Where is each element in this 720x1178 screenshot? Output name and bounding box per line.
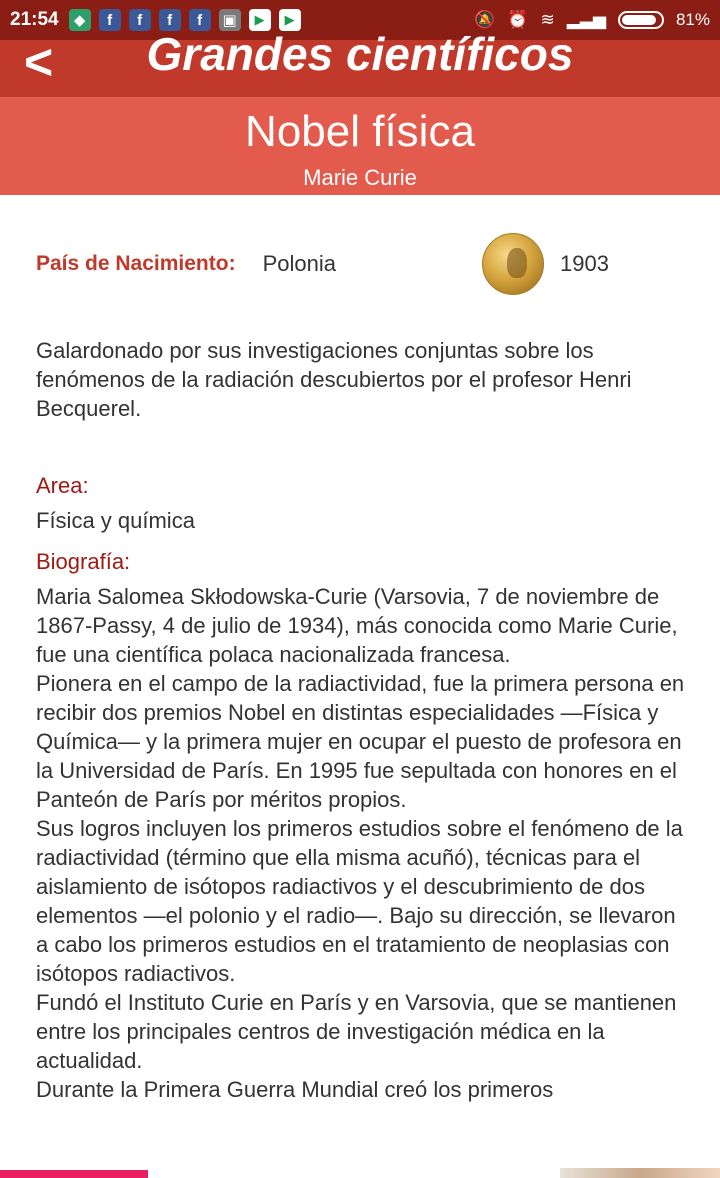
page-header bbox=[0, 97, 720, 195]
shield-icon: ◆ bbox=[69, 9, 91, 31]
facebook-icon: f bbox=[99, 9, 121, 31]
page-title: Nobel física bbox=[245, 107, 475, 156]
ad-banner-accent bbox=[0, 1170, 148, 1178]
app-title: Grandes científicos bbox=[146, 28, 574, 80]
back-button[interactable]: < bbox=[24, 34, 54, 90]
biography-paragraph: Maria Salomea Skłodowska-Curie (Varsovia, 7 de noviembre de 1867-Passy, 4 de julio de 1934), más conocida como Marie Curie, fue una científica polaca nacionalizada francesa. bbox=[36, 584, 678, 667]
award-year: 1903 bbox=[560, 251, 609, 276]
facebook-icon: f bbox=[189, 9, 211, 31]
status-time: 21:54 bbox=[10, 9, 59, 30]
biography-paragraph: Sus logros incluyen los primeros estudios sobre el fenómeno de la radiactividad (término que ella misma acuñó), técnicas para el aislamiento de isótopos radiactivos y el descubrimiento de dos elementos —el polonio y el radio—. Bajo su dirección, se llevaron a cabo los primeros estudios en el tratamiento de neoplasias con isótopos radiactivos. bbox=[36, 816, 683, 986]
ad-banner[interactable] bbox=[0, 1168, 720, 1178]
biography-paragraph: Durante la Primera Guerra Mundial creó los primeros bbox=[36, 1077, 554, 1102]
area-value: Física y química bbox=[36, 508, 195, 533]
battery-percent: 81% bbox=[675, 10, 710, 29]
facebook-icon: f bbox=[159, 9, 181, 31]
country-value: Polonia bbox=[262, 251, 336, 276]
alarm-icon: ⏰ bbox=[507, 10, 529, 29]
app-notification-icon: ▣ bbox=[219, 9, 241, 31]
mute-icon: 🔕 bbox=[474, 10, 496, 29]
biography-paragraph: Fundó el Instituto Curie en París y en Varsovia, que se mantienen entre los principales centros de investigación médica en la actualidad. bbox=[36, 990, 677, 1073]
wifi-icon: ≋ bbox=[540, 10, 555, 29]
signal-icon: ▂▃▅ bbox=[566, 10, 606, 29]
page-subtitle: Marie Curie bbox=[303, 165, 417, 190]
facebook-icon: f bbox=[129, 9, 151, 31]
info-row bbox=[36, 232, 684, 296]
app-bar bbox=[0, 28, 720, 97]
area-label: Area: bbox=[36, 473, 89, 498]
nobel-medal-icon bbox=[482, 233, 544, 295]
biography-text bbox=[36, 582, 686, 1104]
country-label: País de Nacimiento: bbox=[36, 252, 236, 275]
award-description: Galardonado por sus investigaciones conjuntas sobre los fenómenos de la radiación descubiertos por el profesor Henri Becquerel. bbox=[36, 338, 632, 421]
biography-paragraph: Pionera en el campo de la radiactividad, fue la primera persona en recibir dos premios Nobel en distintas especialidades —Física y Química— y la primera mujer en ocupar el puesto de profesora en la Universidad de París. En 1995 fue sepultada con honores en el Panteón de París por méritos propios. bbox=[36, 671, 685, 812]
biography-label: Biografía: bbox=[36, 549, 131, 574]
scientist-details bbox=[36, 336, 686, 1104]
play-store-icon: ▶ bbox=[249, 9, 271, 31]
ad-banner-image bbox=[560, 1168, 720, 1178]
play-store-icon: ▶ bbox=[279, 9, 301, 31]
